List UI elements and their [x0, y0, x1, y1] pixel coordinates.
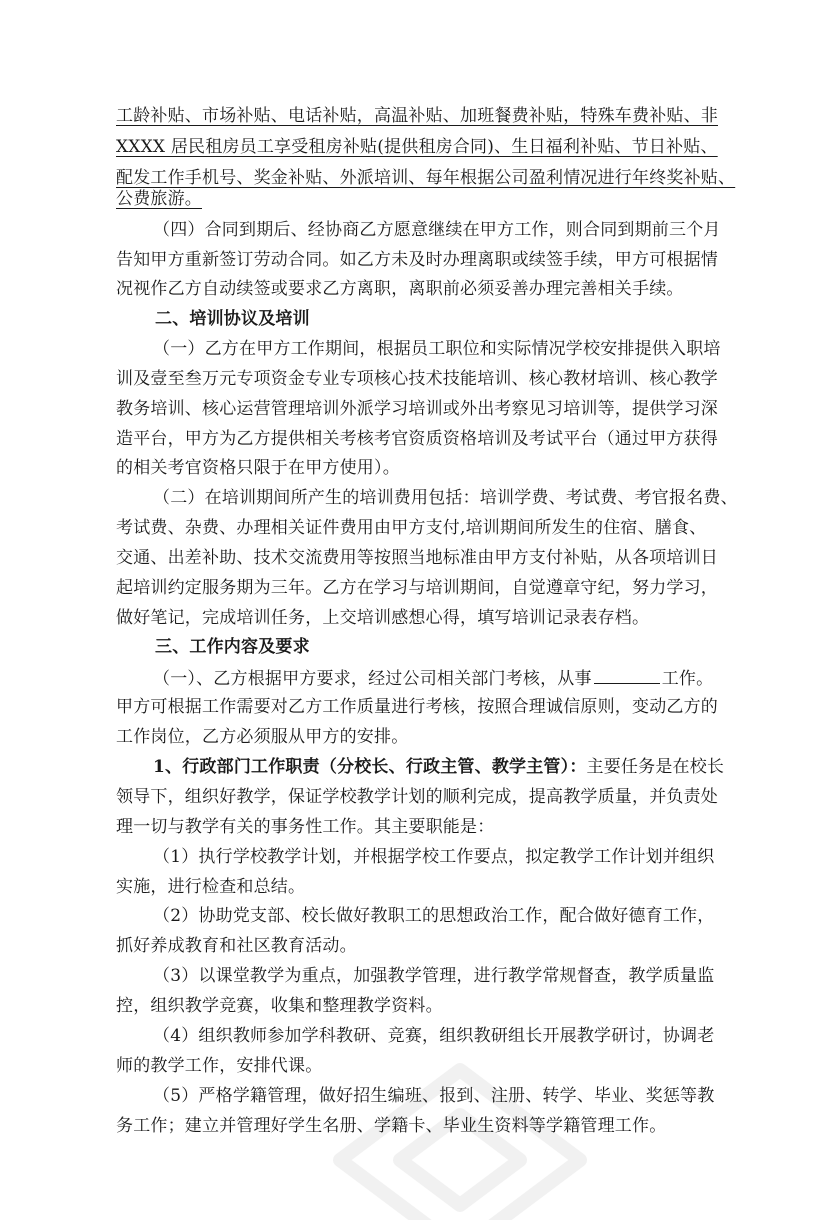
- text-line: 公费旅游。: [116, 189, 202, 209]
- text-line: （1）执行学校教学计划，并根据学校工作要点，拟定教学工作计划并组织: [153, 847, 715, 867]
- text-line: 起培训约定服务期为三年。乙方在学习与培训期间，自觉遵章守纪，努力学习，: [116, 578, 718, 598]
- text-line: 教务培训、核心运营管理培训外派学习培训或外出考察见习培训等，提供学习深: [116, 399, 718, 419]
- text-line: 的相关考官资格只限于在甲方使用）。: [116, 458, 400, 478]
- text-line: 做好笔记，完成培训任务，上交培训感想心得，填写培训记录表存档。: [116, 608, 650, 628]
- text-line: 抓好养成教育和社区教育活动。: [116, 936, 357, 956]
- text-line: （四）合同到期后、经协商乙方愿意继续在甲方工作，则合同到期前三个月: [153, 220, 721, 240]
- text-line: 师的教学工作，安排代课。: [116, 1056, 323, 1076]
- section-heading: 三、工作内容及要求: [155, 637, 310, 657]
- text-after-blank: 工作。: [661, 669, 714, 689]
- text-line: （一）乙方在甲方工作期间，根据员工职位和实际情况学校安排提供入职培: [153, 339, 721, 359]
- text-line: 甲方可根据工作需要对乙方工作质量进行考核，按照合理诚信原则，变动乙方的: [116, 697, 718, 717]
- text-line: （4）组织教师参加学科教研、竞赛，组织教研组长开展教学研讨，协调老: [153, 1026, 715, 1046]
- text-line: （2）协助党支部、校长做好教职工的思想政治工作，配合做好德育工作，: [153, 906, 715, 926]
- text-line: （5）严格学籍管理，做好招生编班、报到、注册、转学、毕业、奖惩等教: [153, 1086, 715, 1106]
- text-line: 务工作；建立并管理好学生名册、学籍卡、毕业生资料等学籍管理工作。: [116, 1116, 667, 1136]
- text-line: 工龄补贴、市场补贴、电话补贴，高温补贴、加班餐费补贴，特殊车费补贴、非: [116, 106, 718, 126]
- text-line: 控，组织教学竞赛，收集和整理教学资料。: [116, 996, 443, 1016]
- text-line: 造平台，甲方为乙方提供相关考核考官资质资格培训及考试平台（通过甲方获得: [116, 429, 718, 449]
- text-line: 交通、出差补助、技术交流费用等按照当地标准由甲方支付补贴，从各项培训日: [116, 548, 718, 568]
- duty-text: 主要任务是在校长: [586, 757, 725, 777]
- text-line: 考试费、杂费、办理相关证件费用由甲方支付,培训期间所发生的住宿、膳食、: [116, 518, 707, 538]
- duty-heading: 1、行政部门工作职责（分校长、行政主管、教学主管）：: [153, 757, 587, 777]
- text-line: XXXX 居民租房员工享受租房补贴(提供租房合同)、生日福利补贴、节日补贴、: [116, 137, 718, 157]
- text-line-with-blank: [153, 667, 713, 689]
- text-line: 领导下，组织好教学，保证学校教学计划的顺利完成，提高教学质量，并负责处: [116, 787, 718, 807]
- fill-in-blank: [594, 667, 660, 684]
- text-line: （二）在培训期间所产生的培训费用包括：培训学费、考试费、考官报名费、: [153, 488, 738, 508]
- text-line: 告知甲方重新签订劳动合同。如乙方未及时办理离职或续签手续，甲方可根据情: [116, 250, 718, 270]
- text-line: 况视作乙方自动续签或要求乙方离职，离职前必须妥善办理完善相关手续。: [116, 279, 684, 299]
- text-line-with-bold: [153, 757, 724, 777]
- text-line: 理一切与教学有关的事务性工作。其主要职能是：: [116, 817, 495, 837]
- text-before-blank: （一）、乙方根据甲方要求，经过公司相关部门考核，从事: [153, 669, 592, 689]
- text-line: 训及壹至叁万元专项资金专业专项核心技术技能培训、核心教材培训、核心教学: [116, 369, 718, 389]
- text-line: （3）以课堂教学为重点，加强教学管理，进行教学常规督查，教学质量监: [153, 966, 715, 986]
- text-line: 实施，进行检查和总结。: [116, 877, 306, 897]
- text-line: 配发工作手机号、奖金补贴、外派培训、每年根据公司盈利情况进行年终奖补贴、: [116, 168, 736, 188]
- section-heading: 二、培训协议及培训: [155, 309, 310, 329]
- text-line: 工作岗位，乙方必须服从甲方的安排。: [116, 727, 409, 747]
